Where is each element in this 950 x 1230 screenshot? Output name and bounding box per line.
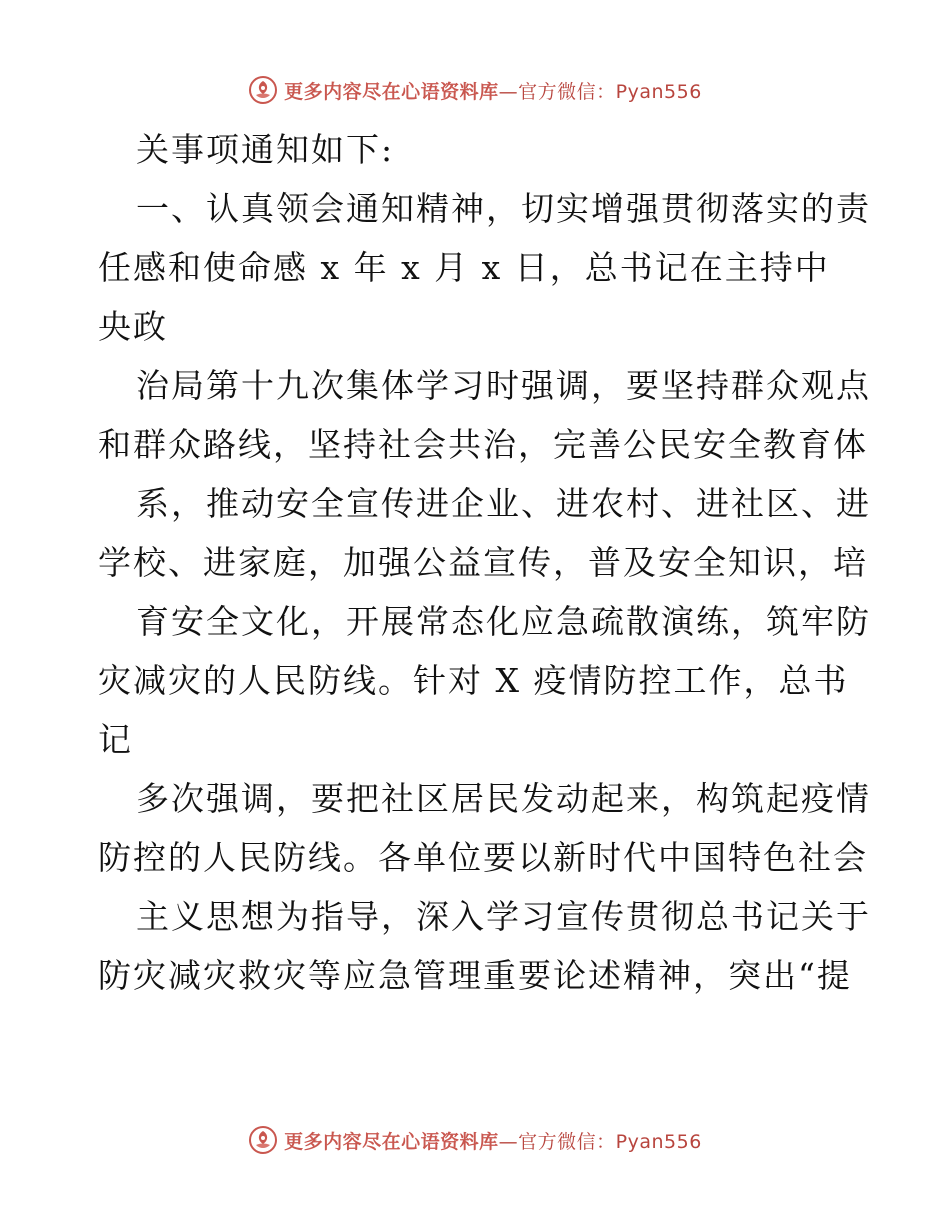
flower-logo-icon <box>248 1125 278 1155</box>
body-line: 央政 <box>98 307 168 346</box>
watermark-main: 更多内容尽在心语资料库 <box>284 80 499 103</box>
document-body <box>98 120 871 1005</box>
body-line: 多次强调，要把社区居民发动起来，构筑起疫情 <box>136 779 871 818</box>
watermark-contact: —官方微信：Pyan556 <box>498 80 702 103</box>
body-line: 灾减灾的人民防线。针对 X 疫情防控工作，总书 <box>98 661 849 700</box>
body-line: 学校、进家庭，加强公益宣传，普及安全知识，培 <box>98 543 868 582</box>
body-line: 防控的人民防线。各单位要以新时代中国特色社会 <box>98 838 868 877</box>
watermark-main: 更多内容尽在心语资料库 <box>284 1130 499 1153</box>
footer-watermark <box>0 1122 950 1158</box>
watermark-text <box>284 1127 702 1154</box>
watermark-text <box>284 77 702 104</box>
body-line: 记 <box>98 720 133 759</box>
header-watermark <box>0 72 950 108</box>
body-line: 和群众路线，坚持社会共治，完善公民安全教育体 <box>98 425 868 464</box>
body-line: 治局第十九次集体学习时强调，要坚持群众观点 <box>136 366 871 405</box>
flower-logo-icon <box>248 75 278 105</box>
watermark-contact: —官方微信：Pyan556 <box>498 1130 702 1153</box>
body-line: 系，推动安全宣传进企业、进农村、进社区、进 <box>136 484 871 523</box>
body-line: 任感和使命感 x 年 x 月 x 日，总书记在主持中 <box>98 248 830 287</box>
body-line: 育安全文化，开展常态化应急疏散演练，筑牢防 <box>136 602 871 641</box>
body-line: 关事项通知如下: <box>136 130 395 169</box>
body-line: 一、认真领会通知精神，切实增强贯彻落实的责 <box>136 189 871 228</box>
body-line: 防灾减灾救灾等应急管理重要论述精神，突出“提 <box>98 956 852 995</box>
body-line: 主义思想为指导，深入学习宣传贯彻总书记关于 <box>136 897 871 936</box>
